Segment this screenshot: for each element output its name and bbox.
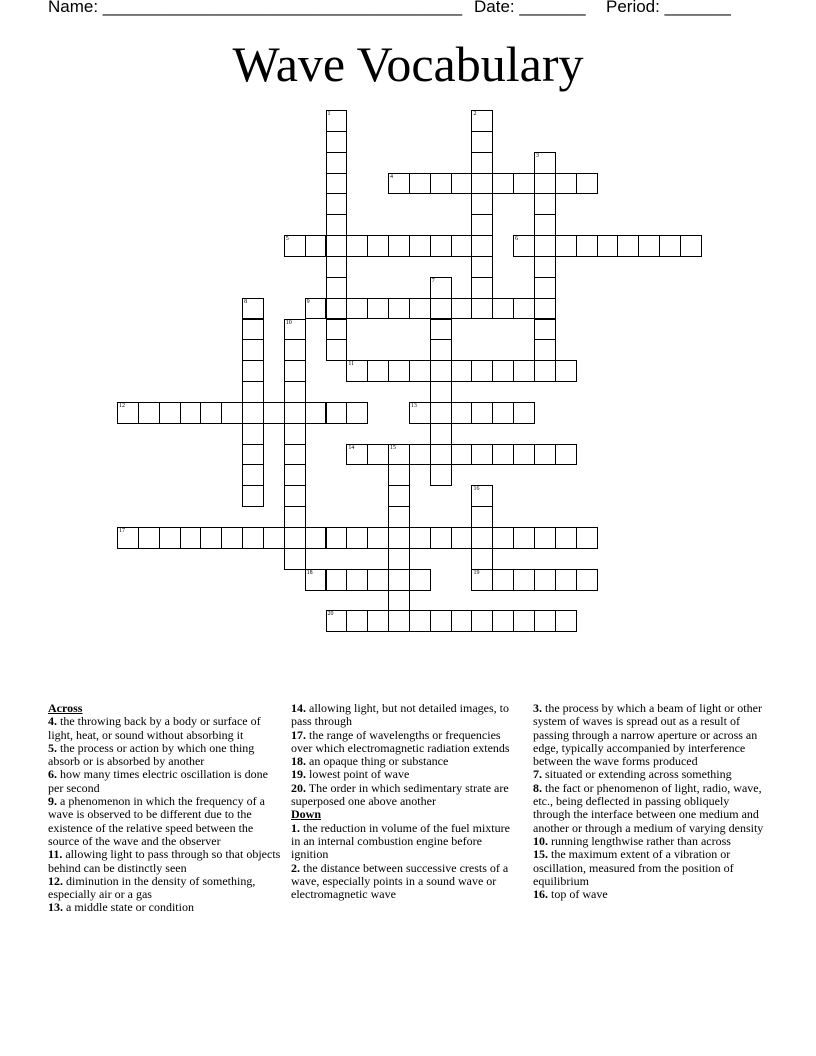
grid-cell[interactable] — [430, 277, 452, 299]
grid-cell[interactable] — [242, 339, 264, 361]
clue-column-2 — [291, 702, 519, 901]
clue-item — [48, 795, 284, 848]
grid-cell[interactable] — [326, 173, 348, 195]
grid-cell[interactable] — [326, 193, 348, 215]
clue-column-3 — [533, 702, 769, 901]
grid-cell[interactable] — [492, 569, 514, 591]
grid-cell[interactable] — [200, 527, 222, 549]
grid-cell[interactable] — [284, 235, 306, 257]
grid-cell[interactable] — [576, 235, 598, 257]
clue-item — [533, 702, 769, 768]
grid-cell[interactable] — [451, 402, 473, 424]
grid-cell[interactable] — [471, 235, 493, 257]
clue-number-label: 9. — [48, 794, 57, 809]
grid-cell[interactable] — [367, 360, 389, 382]
grid-cell[interactable] — [284, 548, 306, 570]
grid-cell[interactable] — [451, 235, 473, 257]
grid-cell[interactable] — [326, 527, 348, 549]
clue-number-label: 10. — [533, 833, 548, 848]
grid-cell[interactable] — [242, 423, 264, 445]
clue-text: the reduction in volume of the fuel mixture in an internal combustion engine before ignition — [291, 820, 510, 862]
clue-number: 9 — [306, 298, 310, 305]
clue-number-label: 7. — [533, 767, 542, 782]
grid-cell[interactable] — [471, 506, 493, 528]
grid-cell[interactable] — [388, 527, 410, 549]
clue-number-label: 14. — [291, 701, 306, 715]
clue-text: the maximum extent of a vibration or oscillation, measured from the position of equilibrium — [533, 847, 734, 888]
grid-cell[interactable] — [451, 298, 473, 320]
grid-cell[interactable] — [430, 527, 452, 549]
grid-cell[interactable] — [117, 402, 139, 424]
grid-cell[interactable] — [492, 298, 514, 320]
grid-cell[interactable] — [388, 610, 410, 632]
clue-number-label: 1. — [291, 820, 300, 835]
grid-cell[interactable] — [346, 235, 368, 257]
grid-cell[interactable] — [430, 339, 452, 361]
grid-cell[interactable] — [471, 402, 493, 424]
grid-cell[interactable] — [513, 360, 535, 382]
grid-cell[interactable] — [388, 298, 410, 320]
grid-cell[interactable] — [492, 402, 514, 424]
grid-cell[interactable] — [471, 214, 493, 236]
grid-cell[interactable] — [388, 569, 410, 591]
grid-cell[interactable] — [492, 173, 514, 195]
grid-cell[interactable] — [555, 235, 577, 257]
clue-item — [48, 848, 284, 875]
grid-cell[interactable] — [138, 402, 160, 424]
clue-number: 6 — [515, 236, 519, 243]
grid-cell[interactable] — [471, 131, 493, 153]
clue-item — [291, 729, 519, 756]
clue-number: 1 — [327, 111, 331, 117]
grid-cell[interactable] — [346, 527, 368, 549]
grid-cell[interactable] — [534, 256, 556, 278]
grid-cell[interactable] — [388, 485, 410, 507]
grid-cell[interactable] — [597, 235, 619, 257]
grid-cell[interactable] — [367, 444, 389, 466]
grid-cell[interactable] — [513, 298, 535, 320]
grid-cell[interactable] — [367, 235, 389, 257]
grid-cell[interactable] — [430, 235, 452, 257]
clue-number-label: 2. — [291, 860, 300, 875]
grid-cell[interactable] — [534, 152, 556, 174]
grid-cell[interactable] — [326, 110, 348, 132]
grid-cell[interactable] — [284, 423, 306, 445]
grid-cell[interactable] — [326, 339, 348, 361]
clue-number: 2 — [473, 111, 477, 117]
grid-cell[interactable] — [326, 569, 348, 591]
grid-cell[interactable] — [534, 214, 556, 236]
grid-cell[interactable] — [242, 464, 264, 486]
grid-cell[interactable] — [555, 444, 577, 466]
clue-text: the throwing back by a body or surface of light, heat, or sound without absorbing it — [48, 714, 261, 742]
clue-number: 15 — [390, 444, 397, 451]
grid-cell[interactable] — [367, 527, 389, 549]
clue-text: a middle state or condition — [63, 900, 194, 915]
grid-cell[interactable] — [388, 444, 410, 466]
grid-cell[interactable] — [242, 381, 264, 403]
grid-cell[interactable] — [555, 360, 577, 382]
clue-number: 3 — [536, 152, 539, 159]
grid-cell[interactable] — [159, 402, 181, 424]
grid-cell[interactable] — [117, 527, 139, 549]
clue-number-label: 4. — [48, 714, 57, 729]
clue-text: allowing light, but not detailed images, to pass through — [291, 701, 509, 729]
grid-cell[interactable] — [617, 235, 639, 257]
grid-cell[interactable] — [284, 402, 306, 424]
grid-cell[interactable] — [242, 444, 264, 466]
grid-cell[interactable] — [471, 110, 493, 132]
clue-item — [48, 901, 284, 914]
grid-cell[interactable] — [430, 402, 452, 424]
period-field[interactable]: Period: _______ — [606, 0, 731, 16]
clue-number: 13 — [410, 402, 417, 409]
grid-cell[interactable] — [471, 152, 493, 174]
clue-number-label: 8. — [533, 780, 542, 795]
grid-cell[interactable] — [451, 444, 473, 466]
page-title: Wave Vocabulary — [232, 36, 584, 92]
grid-cell[interactable] — [346, 569, 368, 591]
clue-text: the process by which a beam of light or other system of waves is spread out as a result of passing through a narrow aperture or across an edge, typically accompanied by interference between the wave forms produced — [533, 701, 762, 769]
grid-cell[interactable] — [346, 298, 368, 320]
grid-cell[interactable] — [451, 360, 473, 382]
clue-number: 19 — [473, 569, 480, 576]
clue-number-label: 3. — [533, 701, 542, 715]
grid-cell[interactable] — [284, 464, 306, 486]
clue-number: 8 — [244, 298, 248, 305]
grid-cell[interactable] — [534, 298, 556, 320]
grid-cell[interactable] — [513, 173, 535, 195]
grid-cell[interactable] — [326, 610, 348, 632]
grid-cell[interactable] — [284, 381, 306, 403]
grid-cell[interactable] — [326, 214, 348, 236]
grid-cell[interactable] — [242, 319, 264, 341]
grid-cell[interactable] — [513, 402, 535, 424]
grid-cell[interactable] — [534, 610, 556, 632]
grid-cell[interactable] — [409, 444, 431, 466]
grid-cell[interactable] — [326, 319, 348, 341]
grid-cell[interactable] — [409, 402, 431, 424]
grid-cell[interactable] — [471, 527, 493, 549]
grid-cell[interactable] — [471, 256, 493, 278]
grid-cell[interactable] — [430, 444, 452, 466]
grid-cell[interactable] — [200, 402, 222, 424]
clue-number: 17 — [119, 528, 125, 534]
clue-number: 10 — [285, 319, 292, 326]
grid-cell[interactable] — [284, 360, 306, 382]
clue-item — [291, 755, 519, 768]
clue-column-1 — [48, 702, 284, 915]
clue-item — [533, 835, 769, 848]
down-heading: Down — [291, 807, 322, 822]
name-field[interactable]: Name: ______________________________________ — [48, 0, 463, 16]
grid-cell[interactable] — [221, 527, 243, 549]
clue-item — [291, 768, 519, 781]
clue-text: an opaque thing or substance — [306, 754, 449, 769]
clue-item — [48, 768, 284, 795]
grid-cell[interactable] — [388, 506, 410, 528]
clue-number: 20 — [327, 611, 334, 618]
grid-cell[interactable] — [534, 360, 556, 382]
grid-cell[interactable] — [326, 131, 348, 153]
grid-cell[interactable] — [346, 610, 368, 632]
grid-cell[interactable] — [471, 277, 493, 299]
grid-cell[interactable] — [242, 485, 264, 507]
clue-number: 16 — [473, 486, 480, 493]
clue-text: The order in which sedimentary strate are superposed one above another — [291, 780, 509, 809]
clue-text: allowing light to pass through so that objects behind can be distinctly seen — [48, 847, 281, 875]
grid-cell[interactable] — [159, 527, 181, 549]
grid-cell[interactable] — [430, 319, 452, 341]
clue-text: lowest point of wave — [306, 767, 410, 782]
clue-item — [533, 782, 769, 835]
grid-cell[interactable] — [326, 402, 348, 424]
grid-cell[interactable] — [534, 527, 556, 549]
grid-cell[interactable] — [534, 277, 556, 299]
clue-item — [533, 768, 769, 781]
clue-text: running lengthwise rather than across — [548, 833, 731, 848]
grid-cell[interactable] — [409, 235, 431, 257]
grid-cell[interactable] — [513, 444, 535, 466]
grid-cell[interactable] — [471, 485, 493, 507]
grid-cell[interactable] — [326, 152, 348, 174]
grid-cell[interactable] — [409, 527, 431, 549]
clue-number-label: 12. — [48, 873, 63, 888]
clue-item — [291, 782, 519, 809]
clue-item — [48, 875, 284, 902]
grid-cell[interactable] — [555, 173, 577, 195]
grid-cell[interactable] — [284, 339, 306, 361]
grid-cell[interactable] — [284, 506, 306, 528]
grid-cell[interactable] — [409, 360, 431, 382]
grid-cell[interactable] — [263, 402, 285, 424]
grid-cell[interactable] — [471, 193, 493, 215]
grid-cell[interactable] — [305, 527, 327, 549]
grid-cell[interactable] — [242, 360, 264, 382]
grid-cell[interactable] — [513, 527, 535, 549]
clue-item — [533, 888, 769, 901]
grid-cell[interactable] — [221, 402, 243, 424]
grid-cell[interactable] — [430, 464, 452, 486]
grid-cell[interactable] — [576, 527, 598, 549]
grid-cell[interactable] — [576, 569, 598, 591]
clue-number: 14 — [348, 444, 355, 451]
across-heading: Across — [48, 701, 83, 715]
clue-number-label: 19. — [291, 767, 306, 782]
grid-cell[interactable] — [305, 569, 327, 591]
grid-cell[interactable] — [242, 402, 264, 424]
clue-item — [48, 742, 284, 769]
grid-cell[interactable] — [263, 527, 285, 549]
grid-cell[interactable] — [346, 402, 368, 424]
clue-text: situated or extending across something — [542, 767, 732, 782]
grid-cell[interactable] — [388, 173, 410, 195]
clue-number-label: 6. — [48, 767, 57, 782]
grid-cell[interactable] — [388, 548, 410, 570]
clue-number-label: 17. — [291, 727, 306, 742]
grid-cell[interactable] — [388, 360, 410, 382]
clue-text: a phenomenon in which the frequency of a wave is observed to be different due to the existence of the relative speed between the source of the wave and the observer — [48, 794, 265, 848]
clue-number-label: 20. — [291, 780, 306, 795]
clue-text: top of wave — [548, 887, 608, 902]
grid-cell[interactable] — [430, 360, 452, 382]
clue-number-label: 5. — [48, 740, 57, 755]
grid-cell[interactable] — [471, 444, 493, 466]
grid-cell[interactable] — [138, 527, 160, 549]
clue-item — [48, 715, 284, 742]
grid-cell[interactable] — [430, 173, 452, 195]
clue-text: the range of wavelengths or frequencies over which electromagnetic radiation extends — [291, 727, 510, 755]
grid-cell[interactable] — [534, 569, 556, 591]
date-field[interactable]: Date: _______ — [474, 0, 586, 16]
grid-cell[interactable] — [305, 402, 327, 424]
grid-cell[interactable] — [471, 298, 493, 320]
grid-cell[interactable] — [513, 569, 535, 591]
grid-cell[interactable] — [388, 464, 410, 486]
clue-number: 11 — [348, 361, 355, 368]
grid-cell[interactable] — [326, 256, 348, 278]
grid-cell[interactable] — [471, 610, 493, 632]
grid-cell[interactable] — [576, 173, 598, 195]
clue-item — [291, 702, 519, 729]
clue-text: how many times electric oscillation is done per second — [48, 767, 268, 795]
grid-cell[interactable] — [451, 527, 473, 549]
grid-cell[interactable] — [451, 173, 473, 195]
grid-cell[interactable] — [242, 298, 264, 320]
clue-item — [533, 848, 769, 888]
clue-text: the distance between successive crests of a wave, especially points in a sound wave or electromagnetic wave — [291, 860, 509, 902]
clue-number: 5 — [285, 236, 289, 243]
clue-number-label: 15. — [533, 847, 548, 862]
grid-cell[interactable] — [430, 381, 452, 403]
grid-cell[interactable] — [409, 298, 431, 320]
grid-cell[interactable] — [284, 485, 306, 507]
grid-cell[interactable] — [326, 298, 348, 320]
grid-cell[interactable] — [284, 527, 306, 549]
clue-item — [291, 822, 519, 862]
grid-cell[interactable] — [534, 319, 556, 341]
grid-cell[interactable] — [430, 423, 452, 445]
grid-cell[interactable] — [638, 235, 660, 257]
grid-cell[interactable] — [555, 610, 577, 632]
grid-cell[interactable] — [471, 569, 493, 591]
clue-number: 4 — [390, 173, 394, 180]
grid-cell[interactable] — [471, 360, 493, 382]
clue-number: 7 — [431, 277, 435, 284]
grid-cell[interactable] — [471, 548, 493, 570]
clue-number-label: 18. — [291, 754, 306, 769]
grid-cell[interactable] — [305, 235, 327, 257]
clue-item — [291, 862, 519, 902]
grid-cell[interactable] — [430, 610, 452, 632]
grid-cell[interactable] — [326, 277, 348, 299]
grid-cell[interactable] — [346, 444, 368, 466]
grid-cell[interactable] — [409, 569, 431, 591]
clue-text: the process or action by which one thing absorb or is absorbed by another — [48, 740, 255, 769]
grid-cell[interactable] — [659, 235, 681, 257]
grid-cell[interactable] — [284, 319, 306, 341]
grid-cell[interactable] — [492, 444, 514, 466]
grid-cell[interactable] — [242, 527, 264, 549]
grid-cell[interactable] — [513, 610, 535, 632]
grid-cell[interactable] — [180, 402, 202, 424]
clue-text: the fact or phenomenon of light, radio, wave, etc., being deflected in passing obliquely through the interface between one medium and another or through a medium of varying density — [533, 780, 764, 835]
clue-number-label: 13. — [48, 900, 63, 915]
grid-cell[interactable] — [534, 235, 556, 257]
grid-cell[interactable] — [326, 235, 348, 257]
grid-cell[interactable] — [534, 193, 556, 215]
grid-cell[interactable] — [409, 610, 431, 632]
grid-cell[interactable] — [367, 569, 389, 591]
grid-cell[interactable] — [367, 610, 389, 632]
grid-cell[interactable] — [471, 173, 493, 195]
grid-cell[interactable] — [534, 173, 556, 195]
grid-cell[interactable] — [346, 360, 368, 382]
grid-cell[interactable] — [555, 569, 577, 591]
grid-cell[interactable] — [492, 610, 514, 632]
grid-cell[interactable] — [555, 527, 577, 549]
grid-cell[interactable] — [388, 235, 410, 257]
grid-cell[interactable] — [409, 173, 431, 195]
grid-cell[interactable] — [284, 444, 306, 466]
grid-cell[interactable] — [513, 235, 535, 257]
clue-number-label: 11. — [48, 847, 63, 862]
grid-cell[interactable] — [534, 339, 556, 361]
grid-cell[interactable] — [430, 298, 452, 320]
grid-cell[interactable] — [680, 235, 702, 257]
grid-cell[interactable] — [305, 298, 327, 320]
clue-number: 18 — [306, 569, 313, 576]
grid-cell[interactable] — [451, 610, 473, 632]
grid-cell[interactable] — [492, 527, 514, 549]
grid-cell[interactable] — [492, 360, 514, 382]
grid-cell[interactable] — [367, 298, 389, 320]
clue-text: diminution in the density of something, especially air or a gas — [48, 873, 256, 902]
clue-number-label: 16. — [533, 887, 548, 902]
grid-cell[interactable] — [388, 590, 410, 612]
grid-cell[interactable] — [534, 444, 556, 466]
clue-number: 12 — [119, 402, 125, 409]
grid-cell[interactable] — [180, 527, 202, 549]
